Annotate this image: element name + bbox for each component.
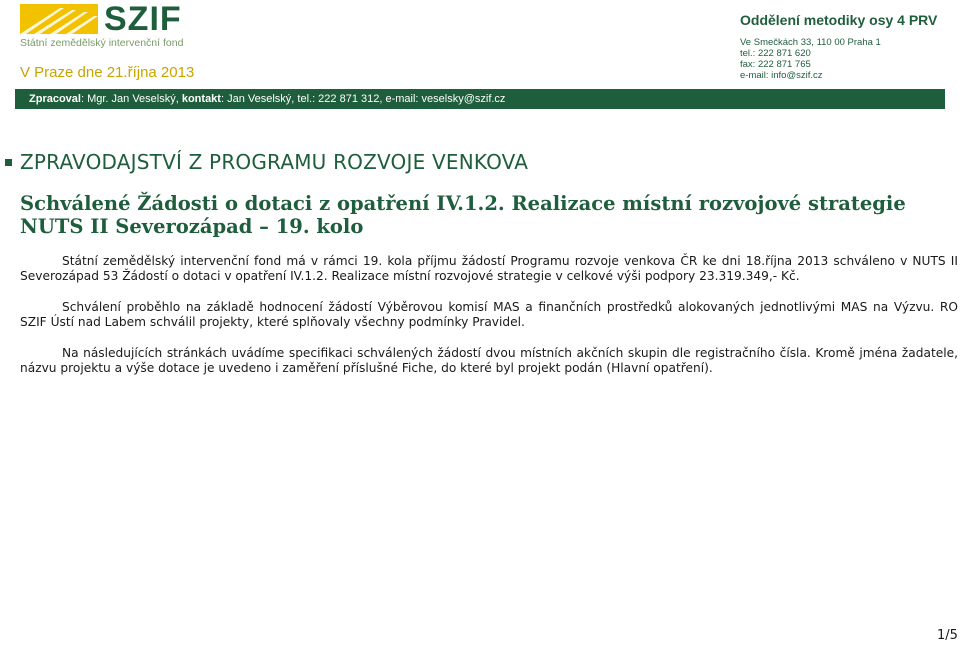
szif-logo bbox=[20, 0, 184, 49]
email: e-mail: info@szif.cz bbox=[740, 70, 823, 81]
wheat-field-logo-icon bbox=[20, 4, 98, 34]
paragraph bbox=[20, 254, 958, 284]
paragraph bbox=[20, 300, 958, 330]
department-name: Oddělení metodiky osy 4 PRV bbox=[740, 12, 938, 28]
author-bar bbox=[15, 89, 945, 109]
contact-block bbox=[740, 12, 937, 81]
contact-value: : Jan Veselský, tel.: 222 871 312, e-mail: veselsky@szif.cz bbox=[220, 93, 506, 105]
page-number: 1/5 bbox=[937, 628, 958, 643]
prepared-label: Zpracoval bbox=[29, 93, 81, 105]
logo-subtitle: Státní zemědělský intervenční fond bbox=[20, 37, 184, 49]
logo-wordmark: SZIF bbox=[104, 0, 182, 38]
paragraph-text: Státní zemědělský intervenční fond má v rámci 19. kola příjmu žádostí Programu rozvoje venkova ČR ke dni 18.října 2013 schváleno v NUTS II Severozápad 53 Žádostí o dotaci v opatření IV.1.2. Realizace místní rozvojové strategie v celkové výši podpory 23.319.349,- Kč. bbox=[20, 254, 958, 283]
paragraph-text: Na následujících stránkách uvádíme specifikaci schválených žádostí dvou místních akčních skupin dle registračního čísla. Kromě jména žadatele, názvu projektu a výše dotace je uvedeno i zaměření příslušné Fiche, do které byl projekt podán (Hlavní opatření). bbox=[20, 346, 958, 375]
paragraph bbox=[20, 346, 958, 376]
section-heading bbox=[5, 150, 528, 174]
fax: fax: 222 871 765 bbox=[740, 59, 811, 70]
section-title: ZPRAVODAJSTVÍ Z PROGRAMU ROZVOJE VENKOVA bbox=[20, 150, 529, 174]
contact-label: kontakt bbox=[181, 93, 221, 105]
document-date: V Praze dne 21.října 2013 bbox=[20, 64, 195, 81]
phone: tel.: 222 871 620 bbox=[740, 48, 811, 59]
square-bullet-icon bbox=[5, 159, 12, 166]
page-title: Schválené Žádosti o dotaci z opatření IV.1.2. Realizace místní rozvojové strategie NUTS II Severozápad – 19. kolo bbox=[20, 192, 906, 238]
paragraph-text: Schválení proběhlo na základě hodnocení žádostí Výběrovou komisí MAS a finančních prostředků alokovaných jednotlivými MAS na Výzvu. RO SZIF Ústí nad Labem schválil projekty, které splňovaly všechny podmínky Pravidel. bbox=[20, 300, 958, 329]
address: Ve Smečkách 33, 110 00 Praha 1 bbox=[740, 37, 881, 48]
prepared-value: : Mgr. Jan Veselský, bbox=[80, 93, 182, 105]
